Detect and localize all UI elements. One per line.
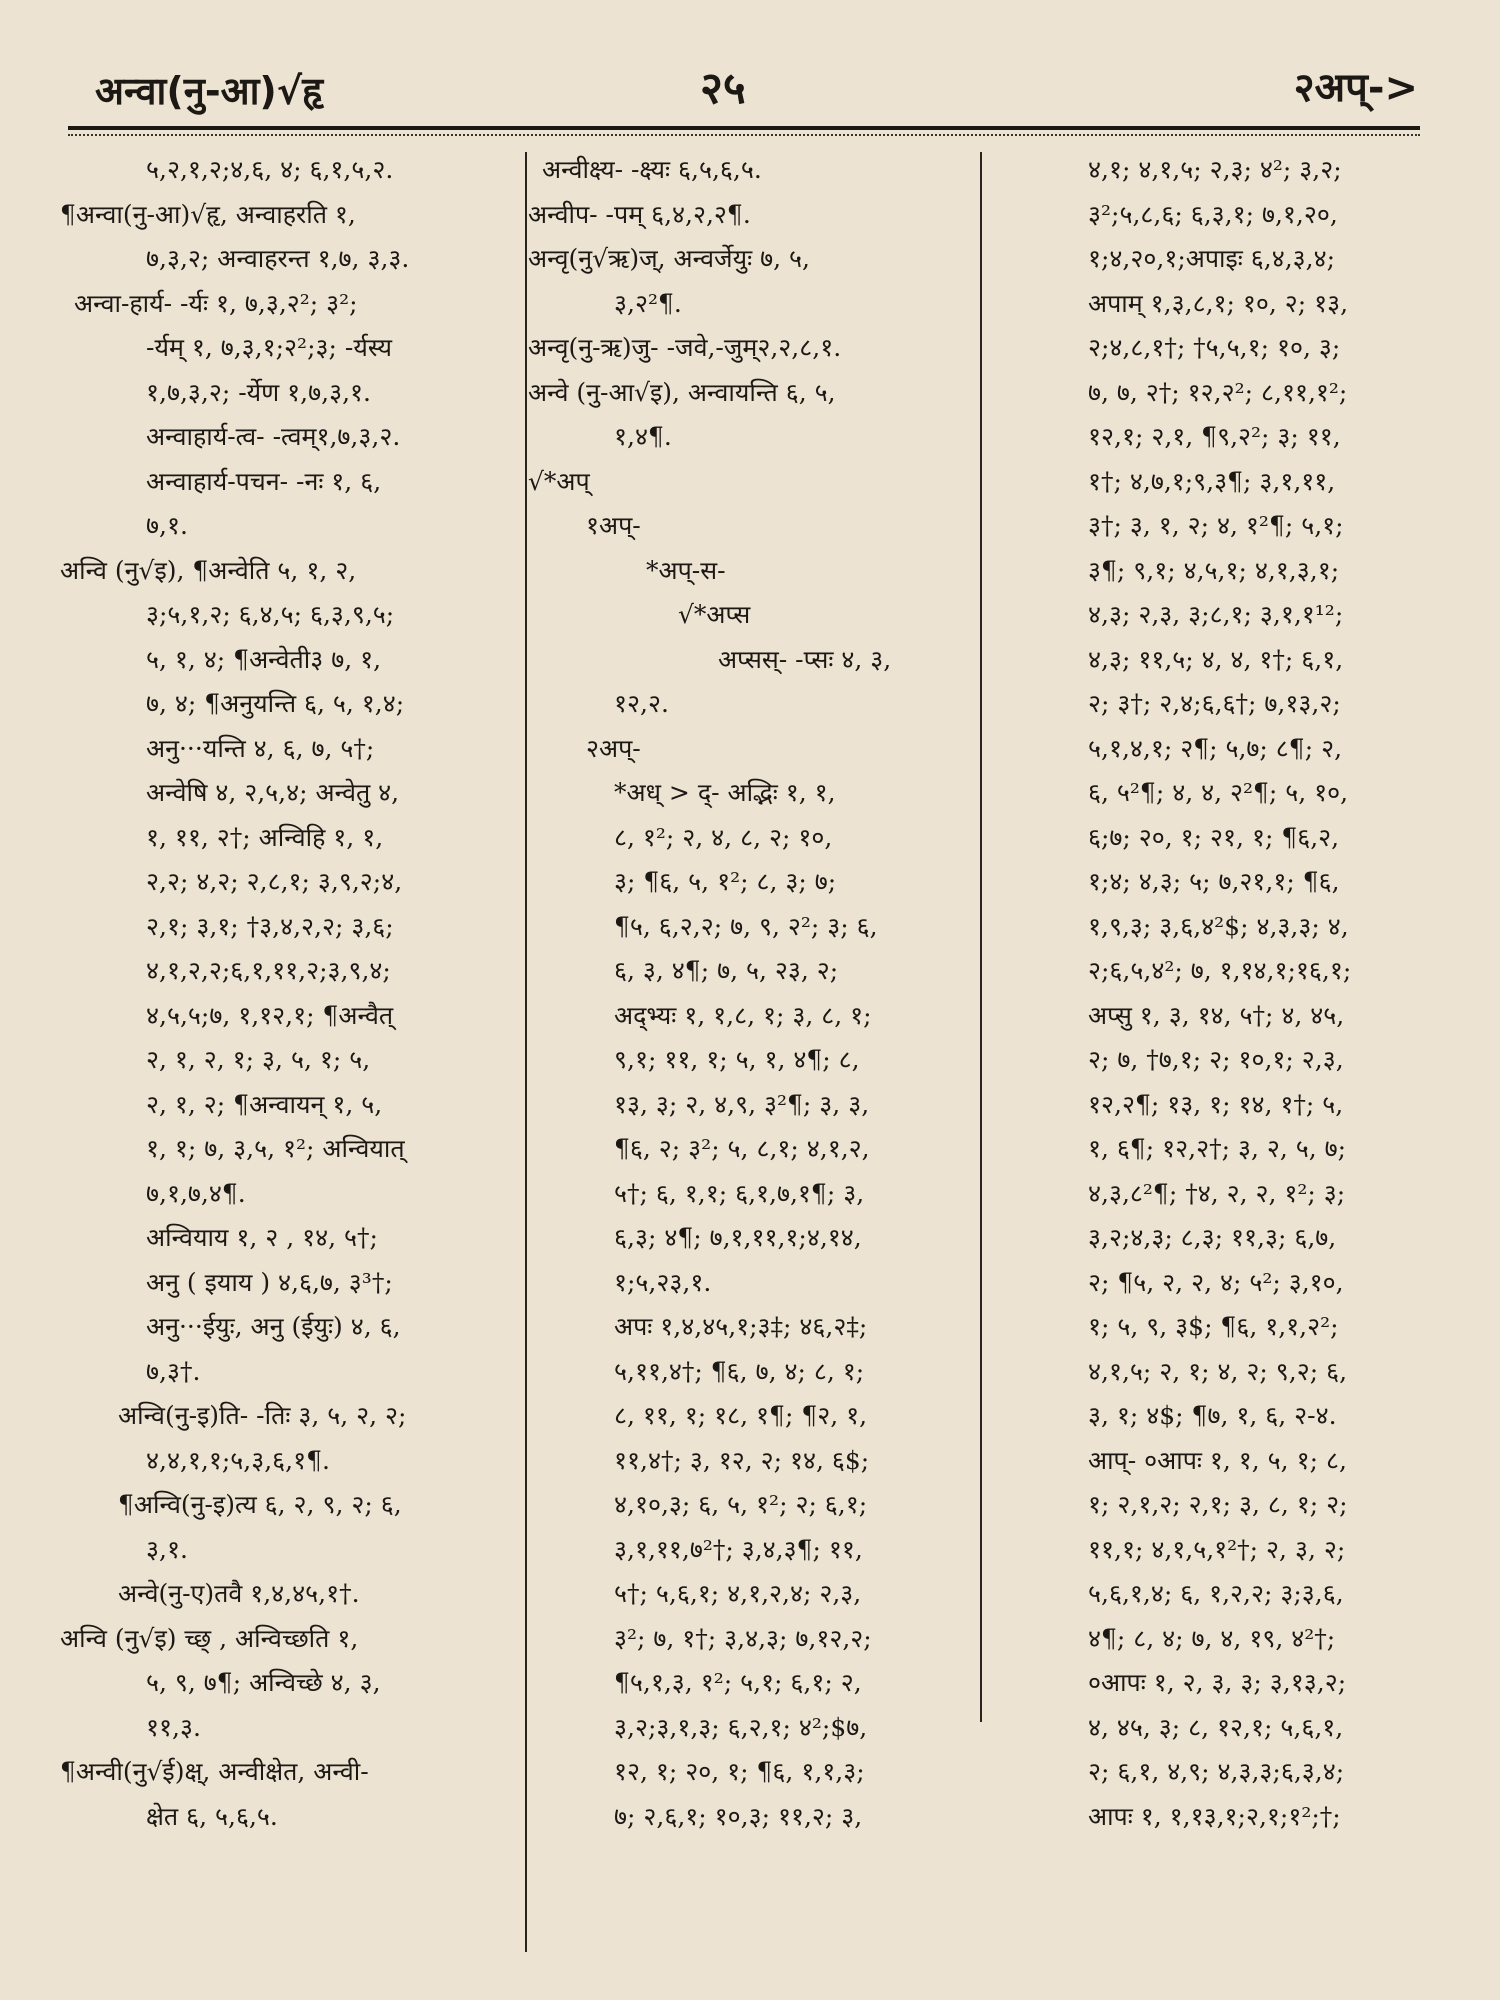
entry-line: ४,१; ४,१,५; २,३; ४²; ३,२; bbox=[1088, 155, 1342, 184]
entry-line: ८, ११, १; १८, १¶; ¶२, १, bbox=[614, 1401, 868, 1430]
header-left-entry: अन्वा(नु-आ)√हृ bbox=[95, 69, 324, 113]
entry-line: ४,१,२,२;६,१,११,२;३,९,४; bbox=[146, 956, 391, 985]
entry-line: ४,३,८²¶; †४, २, २, १²; ३; bbox=[1088, 1178, 1346, 1208]
entry-line: ४,३; ११,५; ४, ४, १†; ६,१, bbox=[1088, 644, 1344, 674]
entry-line: ४, ४५, ३; ८, १२,१; ५,६,१, bbox=[1088, 1712, 1344, 1742]
entry-line: १२,२¶; १३, १; १४, १†; ५, bbox=[1088, 1089, 1344, 1119]
entry-line: अन्वृ(नु-ऋ)जु- -जवे,-जुम्२,२,८,१. bbox=[528, 333, 842, 362]
entry-line: ३,२;४,३; ८,३; ११,३; ६,७, bbox=[1088, 1223, 1337, 1252]
entry-line: ४,४,१,१;५,३,६,१¶. bbox=[146, 1445, 330, 1475]
entry-line: २; ६,१, ४,९; ४,३,३;६,३,४; bbox=[1088, 1757, 1345, 1786]
entry-line: १;४,२०,१;अपाइः ६,४,३,४; bbox=[1088, 244, 1336, 273]
entry-line: ७,१,७,४¶. bbox=[146, 1178, 246, 1208]
entry-line: १२,२. bbox=[614, 689, 669, 718]
entry-line: अन्वीक्ष्य- -क्ष्यः ६,५,६,५. bbox=[542, 155, 762, 184]
entry-line: ¶५, ६,२,२; ७, ९, २²; ३; ६, bbox=[614, 911, 878, 941]
entry-line: २अप्- bbox=[586, 733, 641, 763]
entry-line: ५,१,४,१; २¶; ५,७; ८¶; २, bbox=[1088, 733, 1343, 763]
entry-line: आपः १, १,१३,१;२,१;१²;†; bbox=[1088, 1801, 1341, 1831]
entry-line: आप्- ०आपः १, १, ५, १; ८, bbox=[1088, 1445, 1347, 1475]
entry-line: २; ३†; २,४;६,६†; ७,१३,२; bbox=[1088, 689, 1341, 718]
entry-line: ०आपः १, २, ३, ३; ३,१३,२; bbox=[1088, 1668, 1347, 1697]
entry-line: ७,३,२; अन्वाहरन्त १,७, ३,३. bbox=[146, 244, 410, 273]
entry-line: अनु···ईयुः, अनु (ईयुः) ४, ६, bbox=[146, 1312, 401, 1341]
entry-line: ४,५,५;७, १,१२,१; ¶अन्वैत् bbox=[146, 1000, 394, 1030]
entry-line: २, १, २; ¶अन्वायन् १, ५, bbox=[146, 1089, 383, 1119]
entry-line: ७,१. bbox=[146, 511, 188, 540]
entry-line: ¶अन्वी(नु√ई)क्ष्, अन्वीक्षेत, अन्वी- bbox=[60, 1757, 369, 1786]
page-number: २५ bbox=[700, 63, 746, 114]
entry-line: १३, ३; २, ४,९, ३²¶; ३, ३, bbox=[614, 1089, 870, 1119]
entry-line: २; ७, †७,१; २; १०,१; २,३, bbox=[1088, 1045, 1344, 1074]
entry-line: ५,११,४†; ¶६, ७, ४; ८, १; bbox=[614, 1356, 865, 1386]
header-rule bbox=[68, 126, 1420, 130]
entry-line: ५,२,१,२;४,६, ४; ६,१,५,२. bbox=[146, 155, 394, 184]
column-2 bbox=[528, 148, 973, 1839]
entry-line: ४¶; ८, ४; ७, ४, १९, ४²†; bbox=[1088, 1623, 1336, 1653]
entry-line: ३,२;३,१,३; ६,२,१; ४²;$७, bbox=[614, 1712, 868, 1742]
entry-line: अन्वि(नु-इ)ति- -तिः ३, ५, २, २; bbox=[118, 1401, 407, 1430]
entry-line: अपः १,४,४५,१;३‡; ४६,२‡; bbox=[614, 1312, 868, 1341]
entry-line: √*अप्स bbox=[678, 600, 751, 629]
entry-line: *अप्-स- bbox=[646, 555, 726, 585]
entry-line: ६, ३, ४¶; ७, ५, २३, २; bbox=[614, 956, 839, 985]
entry-line: १; २,१,२; २,१; ३, ८, १; २; bbox=[1088, 1490, 1348, 1519]
entry-line: ¶५,१,३, १²; ५,१; ६,१; २, bbox=[614, 1668, 862, 1697]
entry-line: ११,१; ४,१,५,१²†; २, ३, २; bbox=[1088, 1534, 1346, 1564]
entry-line: ५, ९, ७¶; अन्विच्छे ४, ३, bbox=[146, 1668, 381, 1697]
entry-line: १,४¶. bbox=[614, 422, 672, 451]
entry-line: ७, ७, २†; १२,२²; ८,११,१²; bbox=[1088, 377, 1348, 407]
entry-line: ४,३; २,३, ३;८,१; ३,१,१¹²; bbox=[1088, 600, 1344, 629]
entry-line: १, ११, २†; अन्विहि १, १, bbox=[146, 822, 384, 852]
entry-line: ३;५,१,२; ६,४,५; ६,३,९,५; bbox=[146, 600, 395, 629]
entry-line: -र्यम् १, ७,३,१;२²;३; -र्यस्य bbox=[146, 333, 393, 362]
entry-line: ३†; ३, १, २; ४, १²¶; ५,१; bbox=[1088, 511, 1344, 540]
entry-line: ७,३†. bbox=[146, 1356, 201, 1386]
entry-line: १,९,३; ३,६,४²$; ४,३,३; ४, bbox=[1088, 911, 1349, 941]
entry-line: अन्वे (नु-आ√इ), अन्वायन्ति ६, ५, bbox=[528, 377, 836, 407]
entry-line: अन्वृ(नु√ऋ)ज्, अन्वर्जेयुः ७, ५, bbox=[528, 244, 810, 273]
entry-line: अप्सु १, ३, १४, ५†; ४, ४५, bbox=[1088, 1000, 1345, 1030]
column-divider-2 bbox=[980, 152, 982, 1722]
entry-line: क्षेत ६, ५,६,५. bbox=[146, 1801, 278, 1831]
entry-line: १;४; ४,३; ५; ७,२१,१; ¶६, bbox=[1088, 867, 1340, 896]
entry-line: ३; ¶६, ५, १²; ८, ३; ७; bbox=[614, 867, 837, 896]
entry-line: ११,४†; ३, १२, २; १४, ६$; bbox=[614, 1445, 870, 1475]
entry-line: ३²;५,८,६; ६,३,१; ७,१,२०, bbox=[1088, 199, 1338, 229]
column-1 bbox=[60, 148, 515, 1839]
entry-line: २, १, २, १; ३, ५, १; ५, bbox=[146, 1045, 371, 1074]
entry-line: अन्वि (नु√इ), ¶अन्वेति ५, १, २, bbox=[60, 555, 357, 585]
entry-line: १२,१; २,१, ¶९,२²; ३; ११, bbox=[1088, 422, 1341, 451]
entry-line: अन्वे(नु-ए)तवै १,४,४५,१†. bbox=[118, 1579, 360, 1608]
header-right-entry: २अप्-> bbox=[1293, 65, 1418, 111]
entry-line: ¶६, २; ३²; ५, ८,१; ४,१,२, bbox=[614, 1134, 870, 1163]
entry-line: ४,१०,३; ६, ५, १²; २; ६,१; bbox=[614, 1490, 868, 1519]
entry-line: ११,३. bbox=[146, 1712, 201, 1742]
entry-line: अनु ( इयाय ) ४,६,७, ३³†; bbox=[146, 1267, 393, 1297]
entry-line: ६, ५²¶; ४, ४, २²¶; ५, १०, bbox=[1088, 778, 1349, 807]
entry-line: अन्वा-हार्य- -र्यः १, ७,३,२²; ३²; bbox=[74, 288, 358, 318]
column-3 bbox=[1002, 148, 1442, 1839]
entry-line: अनु···यन्ति ४, ६, ७, ५†; bbox=[146, 733, 375, 763]
entry-line: √*अप् bbox=[528, 466, 590, 496]
entry-line: १, १; ७, ३,५, १²; अन्वियात् bbox=[146, 1134, 405, 1163]
entry-line: ३,१. bbox=[146, 1534, 188, 1564]
entry-line: अन्वाहार्य-त्व- -त्वम्१,७,३,२. bbox=[146, 422, 401, 451]
entry-line: ३,१,११,७²†; ३,४,३¶; ११, bbox=[614, 1534, 863, 1564]
entry-line: ८, १²; २, ४, ८, २; १०, bbox=[614, 822, 833, 852]
entry-line: ७, ४; ¶अनुयन्ति ६, ५, १,४; bbox=[146, 689, 405, 718]
entry-line: २;४,८,१†; †५,५,१; १०, ३; bbox=[1088, 333, 1341, 362]
entry-line: ¶अन्वि(नु-इ)त्य ६, २, ९, २; ६, bbox=[118, 1490, 402, 1519]
entry-line: ५,६,१,४; ६, १,२,२; ३;३,६, bbox=[1088, 1579, 1344, 1608]
entry-line: अपाम् १,३,८,१; १०, २; १३, bbox=[1088, 288, 1349, 318]
entry-line: ५†; ५,६,१; ४,१,२,४; २,३, bbox=[614, 1579, 862, 1608]
entry-line: १२, १; २०, १; ¶६, १,१,३; bbox=[614, 1757, 865, 1786]
entry-line: ३¶; ९,१; ४,५,१; ४,१,३,१; bbox=[1088, 555, 1340, 585]
entry-line: ३,२²¶. bbox=[614, 288, 682, 318]
entry-line: ¶अन्वा(नु-आ)√हृ, अन्वाहरति १, bbox=[60, 199, 356, 229]
entry-line: अप्सस्- -प्सः ४, ३, bbox=[718, 644, 892, 674]
entry-line: ५, १, ४; ¶अन्वेती३ ७, १, bbox=[146, 644, 382, 674]
entry-line: १†; ४,७,१;९,३¶; ३,१,११, bbox=[1088, 466, 1336, 496]
entry-line: *अध् > द्- अद्भिः १, १, bbox=[614, 778, 836, 807]
entry-line: अद्भ्यः १, १,८, १; ३, ८, १; bbox=[614, 1000, 872, 1030]
entry-line: अन्वाहार्य-पचन- -नः १, ६, bbox=[146, 466, 382, 496]
entry-line: ५†; ६, १,१; ६,१,७,१¶; ३, bbox=[614, 1178, 865, 1208]
entry-line: १अप्- bbox=[586, 511, 641, 540]
entry-line: ४,१,५; २, १; ४, २; ९,२; ६, bbox=[1088, 1356, 1348, 1386]
entry-line: ७; २,६,१; १०,३; ११,२; ३, bbox=[614, 1801, 863, 1831]
entry-line: २; ¶५, २, २, ४; ५²; ३,१०, bbox=[1088, 1267, 1344, 1297]
entry-line: अन्वियाय १, २ , १४, ५†; bbox=[146, 1223, 378, 1252]
entry-line: ६;७; २०, १; २१, १; ¶६,२, bbox=[1088, 822, 1340, 852]
entry-line: ९,१; ११, १; ५, १, ४¶; ८, bbox=[614, 1045, 860, 1074]
column-divider-1 bbox=[525, 152, 527, 1952]
entry-line: ३²; ७, १†; ३,४,३; ७,१२,२; bbox=[614, 1623, 872, 1653]
entry-line: अन्वि (नु√इ) च्छ् , अन्विच्छति १, bbox=[60, 1623, 359, 1653]
header-dotted-rule bbox=[68, 134, 1420, 136]
entry-line: २;६,५,४²; ७, १,१४,१;१६,१; bbox=[1088, 956, 1352, 985]
entry-line: ३, १; ४$; ¶७, १, ६, २-४. bbox=[1088, 1401, 1337, 1430]
entry-line: १,७,३,२; -र्येण १,७,३,१. bbox=[146, 377, 371, 407]
entry-line: २,१; ३,१; †३,४,२,२; ३,६; bbox=[146, 911, 394, 941]
entry-line: ६,३; ४¶; ७,१,११,१;४,१४, bbox=[614, 1223, 862, 1252]
entry-line: १, ६¶; १२,२†; ३, २, ५, ७; bbox=[1088, 1134, 1347, 1163]
entry-line: १; ५, ९, ३$; ¶६, १,१,२²; bbox=[1088, 1312, 1339, 1341]
page-header bbox=[0, 50, 1500, 130]
entry-line: अन्वेषि ४, २,५,४; अन्वेतु ४, bbox=[146, 778, 400, 807]
entry-line: १;५,२३,१. bbox=[614, 1267, 712, 1297]
entry-line: अन्वीप- -पम् ६,४,२,२¶. bbox=[528, 199, 751, 229]
entry-line: २,२; ४,२; २,८,१; ३,९,२;४, bbox=[146, 867, 403, 896]
